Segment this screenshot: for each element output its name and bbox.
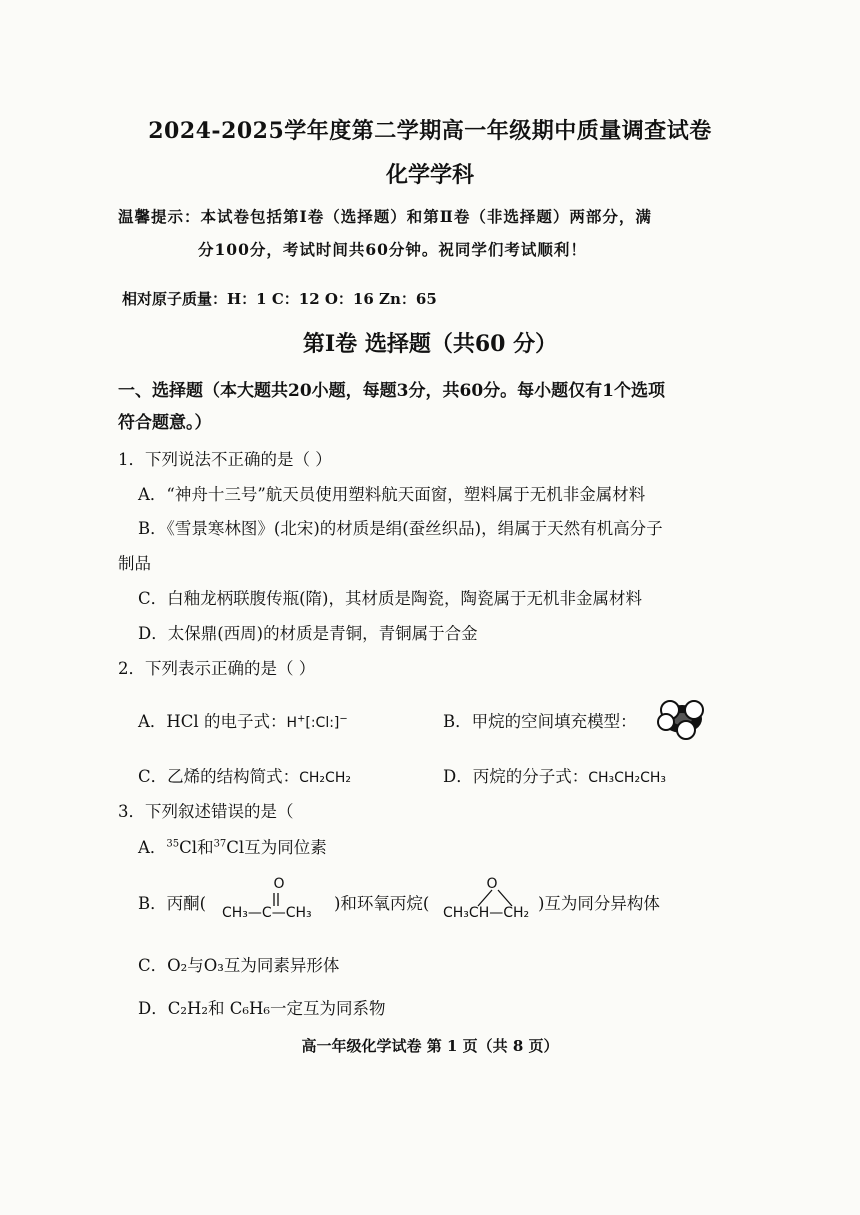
hcl-electron-formula (286, 715, 347, 731)
page-footer: 高一年级化学试卷 第 1 页（共 8 页） (301, 1037, 559, 1055)
hcl-h: H (286, 715, 297, 731)
cl37-mass: 37 (213, 838, 227, 850)
acetone-formula: CH₃—C—CH₃ (222, 905, 312, 921)
section-heading-line-1: 一、选择题（本大题共20小题，每题3分，共60分。每小题仅有1个选项 (118, 381, 665, 401)
atomic-mass: 相对原子质量：H：1 C：12 O：16 Zn：65 (122, 290, 437, 308)
q3-option-b-suffix: )互为同分异构体 (538, 894, 660, 913)
q3-option-b-prefix: B．丙酮( (138, 894, 207, 913)
q3-stem: 3．下列叙述错误的是（ (118, 802, 294, 821)
notice-line-1: 温馨提示：本试卷包括第Ⅰ卷（选择题）和第Ⅱ卷（非选择题）两部分，满 (118, 207, 652, 226)
q1-option-b: B．《雪景寒林图》(北宋)的材质是绢(蚕丝织品)，绢属于天然有机高分子 (138, 519, 663, 538)
exam-title: 2024-2025学年度第二学期高一年级期中质量调查试卷 (148, 118, 712, 144)
q2-b-label: B．甲烷的空间填充模型： (443, 712, 637, 731)
q2-c-label: C．乙烯的结构简式： (138, 767, 300, 786)
q3-option-d: D．C₂H₂和 C₆H₆一定互为同系物 (138, 999, 386, 1018)
hcl-h-charge: + (296, 713, 306, 725)
q3-a-prefix: A． (138, 838, 167, 857)
notice-line-2: 分100分，考试时间共60分钟。祝同学们考试顺利！ (198, 240, 587, 259)
propane-formula: CH₃CH₂CH₃ (588, 770, 666, 786)
q1-option-d: D．太保鼎(西周)的材质是青铜，青铜属于合金 (138, 624, 478, 643)
cl35-symbol: Cl (179, 838, 198, 857)
acetone-oxygen: O (273, 876, 285, 892)
part-1-heading: 第Ⅰ卷 选择题（共60 分） (302, 331, 558, 357)
methane-space-filling-model-icon (652, 694, 712, 744)
hcl-cl-charge: − (339, 713, 348, 725)
q1-stem: 1．下列说法不正确的是（ ） (118, 450, 332, 469)
q2-d-label: D．丙烷的分子式： (443, 767, 589, 786)
ethylene-formula: CH₂CH₂ (299, 770, 351, 786)
cl35-mass: 35 (166, 838, 180, 850)
cl37-symbol: Cl (226, 838, 245, 857)
q3-option-c: C．O₂与O₃互为同素异形体 (138, 956, 340, 975)
q2-option-b (443, 708, 637, 732)
q2-stem: 2．下列表示正确的是（ ） (118, 659, 316, 678)
q1-option-c: C．白釉龙柄联腹传瓶(隋)，其材质是陶瓷，陶瓷属于无机非金属材料 (138, 589, 642, 608)
section-heading-line-2: 符合题意。） (118, 413, 212, 433)
q1-option-a: A．“神舟十三号”航天员使用塑料航天面窗，塑料属于无机非金属材料 (138, 485, 646, 504)
q2-a-label: A．HCl 的电子式： (138, 712, 287, 731)
q2-option-d (443, 763, 666, 787)
q3-option-b-mid: )和环氧丙烷( (334, 894, 430, 913)
q2-option-c (138, 763, 351, 787)
epoxide-oxygen: O (486, 876, 498, 892)
epoxide-formula: CH₃CH—CH₂ (443, 905, 530, 921)
q3-option-a (138, 834, 327, 858)
q2-option-a (138, 708, 348, 732)
q3-a-suffix: 互为同位素 (244, 838, 327, 857)
subject-title: 化学学科 (385, 162, 474, 188)
hcl-cl: [:Cl:] (305, 715, 340, 731)
q1-option-b-cont: 制品 (118, 554, 151, 573)
q3-a-and: 和 (197, 838, 214, 857)
